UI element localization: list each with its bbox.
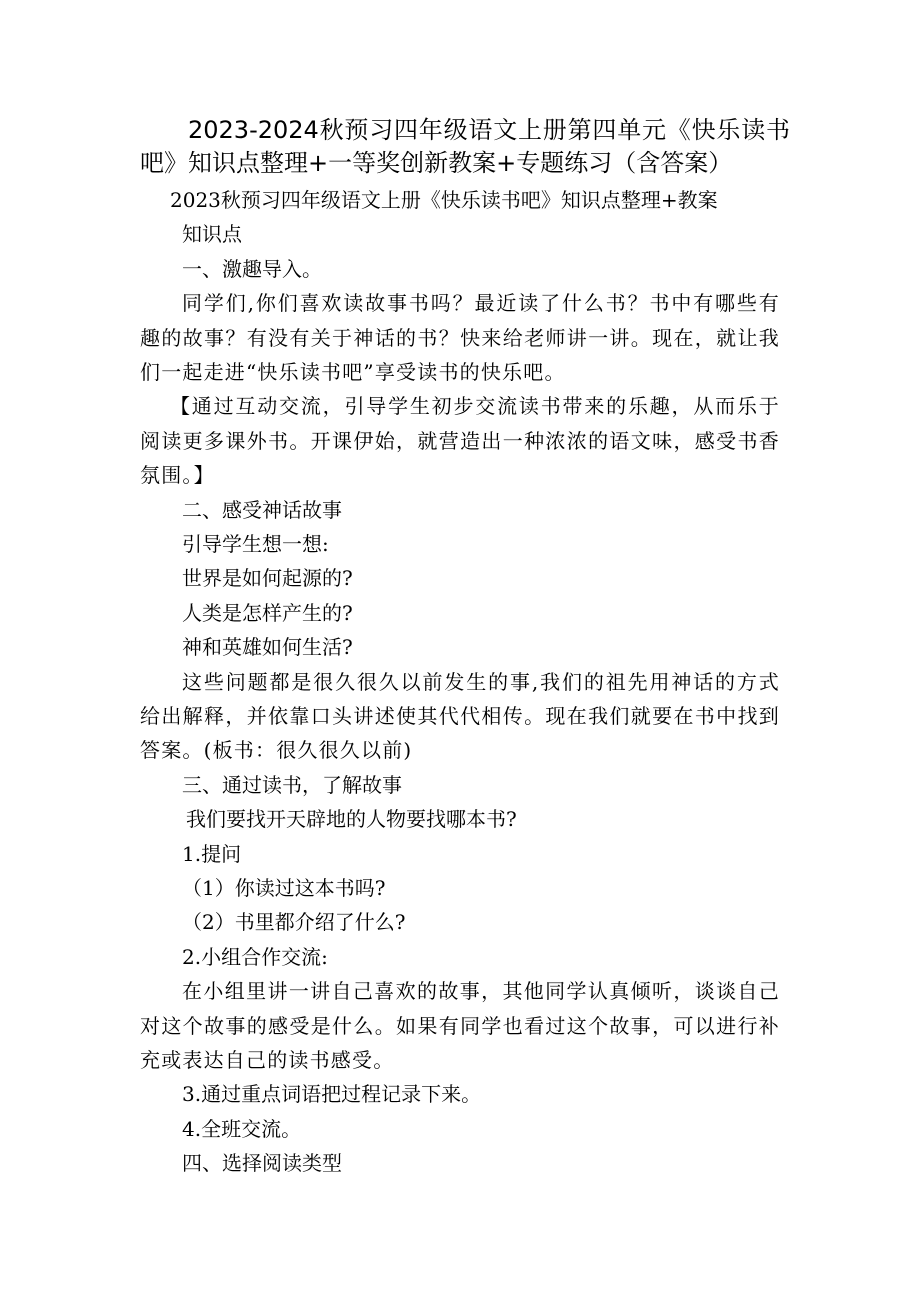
heading-myth: 二、感受神话故事 (182, 497, 342, 522)
step-1-item: （2）书里都介绍了什么? (182, 910, 406, 935)
step-2: 2.小组合作交流: (182, 944, 328, 969)
heading-choose-type: 四、选择阅读类型 (182, 1151, 342, 1176)
heading-reading: 三、通过读书，了解故事 (182, 772, 402, 797)
question-item: 人类是怎样产生的? (182, 600, 353, 625)
intro-note: 【通过互动交流，引导学生初步交流读书带来的乐趣，从而乐于阅读更多课外书。开课伊始，就营造出一种浓浓的语文味，感受书香氛围。】 (140, 394, 780, 488)
heading-intro: 一、激趣导入。 (182, 256, 322, 281)
step-3: 3.通过重点词语把过程记录下来。 (182, 1082, 482, 1107)
find-book-question: 我们要找开天辟地的人物要找哪本书? (186, 807, 517, 832)
section-label: 知识点 (182, 222, 242, 247)
question-item: 世界是如何起源的? (182, 566, 353, 591)
answer-paragraph: 这些问题都是很久很久以前发生的事,我们的祖先用神话的方式给出解释，并依靠口头讲述使其代代相传。现在我们就要在书中找到答案。(板书：很久很久以前) (140, 669, 780, 763)
document-title: 2023-2024秋预习四年级语文上册第四单元《快乐读书吧》知识点整理+一等奖创新教案+专题练习（含答案） (140, 116, 790, 177)
intro-paragraph: 同学们,你们喜欢读故事书吗？最近读了什么书？书中有哪些有趣的故事？有没有关于神话的书？快来给老师讲一讲。现在，就让我们一起走进“快乐读书吧”享受读书的快乐吧。 (140, 291, 780, 384)
step-1: 1.提问 (182, 841, 242, 866)
step-4: 4.全班交流。 (182, 1116, 302, 1141)
question-item: 神和英雄如何生活? (182, 635, 353, 660)
document-subtitle: 2023秋预习四年级语文上册《快乐读书吧》知识点整理+教案 (170, 188, 718, 212)
guide-text: 引导学生想一想: (182, 532, 329, 556)
step-1-item: （1）你读过这本书吗? (182, 875, 386, 900)
group-paragraph: 在小组里讲一讲自己喜欢的故事，其他同学认真倾听，谈谈自己对这个故事的感受是什么。如果有同学也看过这个故事，可以进行补充或表达自己的读书感受。 (140, 979, 780, 1072)
document-body (140, 183, 780, 1181)
